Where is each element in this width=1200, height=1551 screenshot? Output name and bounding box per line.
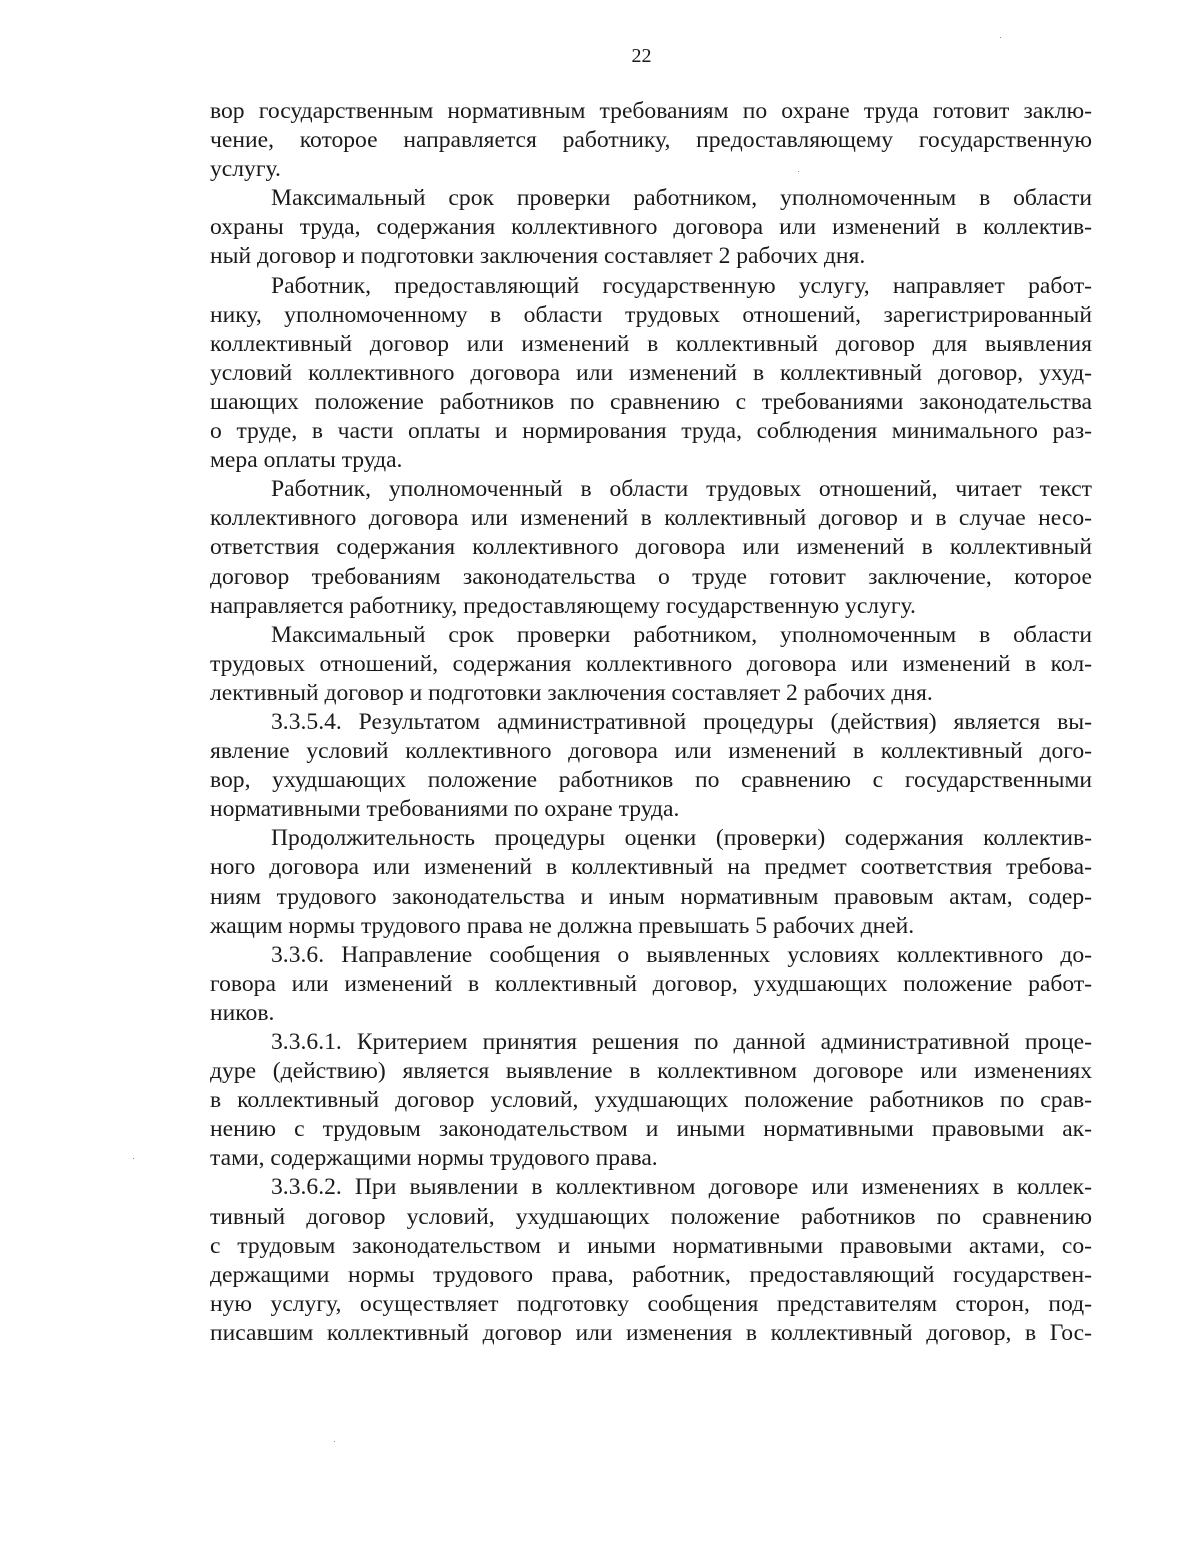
page-number: 22 [631, 45, 652, 67]
text-line: нению с трудовым законодательством и иными нормативными правовыми ак- [210, 1116, 1092, 1143]
text-line: шающих положение работников по сравнению с требованиями законодательства [210, 388, 1092, 415]
paragraph [210, 1173, 1092, 1348]
text-line: договор требованиям законодательства о труде готовит заключение, которое [210, 563, 1092, 590]
document-body [210, 97, 1092, 1348]
text-line: о труде, в части оплаты и нормирования труда, соблюдения минимального раз- [210, 418, 1092, 445]
text-line: Максимальный срок проверки работником, уполномоченным в области [271, 621, 1092, 648]
text-line: ный договор и подготовки заключения составляет 2 рабочих дня. [210, 243, 866, 270]
scan-speck [798, 171, 799, 172]
text-line: нормативными требованиями по охране труда. [210, 796, 680, 823]
text-line: 3.3.6.2. При выявлении в коллективном договоре или изменениях в коллек- [271, 1174, 1092, 1201]
text-line: ного договора или изменений в коллективный на предмет соответствия требова- [210, 854, 1092, 881]
scan-speck [334, 1441, 335, 1442]
text-line: Работник, уполномоченный в области трудовых отношений, читает текст [271, 476, 1092, 503]
text-line: писавшим коллективный договор или изменения в коллективный договор, в Гос- [210, 1319, 1092, 1346]
text-line: нику, уполномоченному в области трудовых отношений, зарегистрированный [210, 301, 1092, 328]
text-line: в коллективный договор условий, ухудшающих положение работников по срав- [210, 1087, 1092, 1114]
text-line: вор государственным нормативным требованиям по охране труда готовит заклю- [210, 98, 1092, 124]
text-line: говора или изменений в коллективный договор, ухудшающих положение работ- [210, 970, 1092, 997]
paragraph [210, 824, 1092, 940]
text-line: трудовых отношений, содержания коллективного договора или изменений в кол- [210, 650, 1092, 677]
text-line: Продолжительность процедуры оценки (проверки) содержания коллектив- [271, 825, 1092, 852]
text-line: ную услугу, осуществляет подготовку сообщения представителям сторон, под- [210, 1290, 1092, 1317]
text-line: ответствия содержания коллективного договора или изменений в коллективный [210, 534, 1092, 561]
text-line: Максимальный срок проверки работником, уполномоченным в области [271, 185, 1092, 212]
paragraph [210, 708, 1092, 824]
text-line: условий коллективного договора или изменений в коллективный договор, ухуд- [210, 359, 1092, 386]
text-line: ниям трудового законодательства и иным нормативным правовым актам, содер- [210, 883, 1092, 910]
text-line: услугу. [210, 156, 281, 183]
text-line: вор, ухудшающих положение работников по сравнению с государственными [210, 767, 1092, 794]
paragraph [210, 272, 1092, 476]
text-line: Работник, предоставляющий государственную услугу, направляет работ- [271, 272, 1092, 299]
text-line: коллективный договор или изменений в коллективный договор для выявления [210, 330, 1092, 357]
paragraph [210, 184, 1092, 271]
text-line: коллективного договора или изменений в коллективный договор и в случае несо- [210, 505, 1092, 532]
text-line: 3.3.5.4. Результатом административной процедуры (действия) является вы- [271, 708, 1092, 735]
text-line: держащими нормы трудового права, работник, предоставляющий государствен- [210, 1261, 1092, 1288]
text-line: тами, содержащими нормы трудового права. [210, 1145, 658, 1172]
paragraph [210, 941, 1092, 1028]
scan-speck [1000, 37, 1001, 38]
text-line: мера оплаты труда. [210, 447, 403, 474]
text-line: жащим нормы трудового права не должна превышать 5 рабочих дней. [210, 912, 915, 939]
text-line: 3.3.6.1. Критерием принятия решения по данной административной проце- [271, 1029, 1092, 1055]
text-line: охраны труда, содержания коллективного договора или изменений в коллектив- [210, 214, 1092, 241]
paragraph [210, 475, 1092, 620]
text-line: с трудовым законодательством и иными нормативными правовыми актами, со- [210, 1232, 1092, 1259]
text-line: дуре (действию) является выявление в коллективном договоре или изменениях [210, 1058, 1092, 1085]
text-line: чение, которое направляется работнику, предоставляющему государственную [210, 127, 1092, 154]
text-line: направляется работнику, предоставляющему государственную услугу. [210, 592, 916, 619]
paragraph [210, 97, 1092, 184]
text-line: 3.3.6. Направление сообщения о выявленных условиях коллективного до- [271, 941, 1092, 968]
scan-speck [133, 1158, 134, 1159]
text-line: явление условий коллективного договора или изменений в коллективный дого- [210, 738, 1092, 765]
paragraph [210, 1028, 1092, 1173]
paragraph [210, 621, 1092, 708]
text-line: тивный договор условий, ухудшающих положение работников по сравнению [210, 1203, 1092, 1230]
text-line: ников. [210, 999, 275, 1026]
text-line: лективный договор и подготовки заключения составляет 2 рабочих дня. [210, 679, 933, 706]
